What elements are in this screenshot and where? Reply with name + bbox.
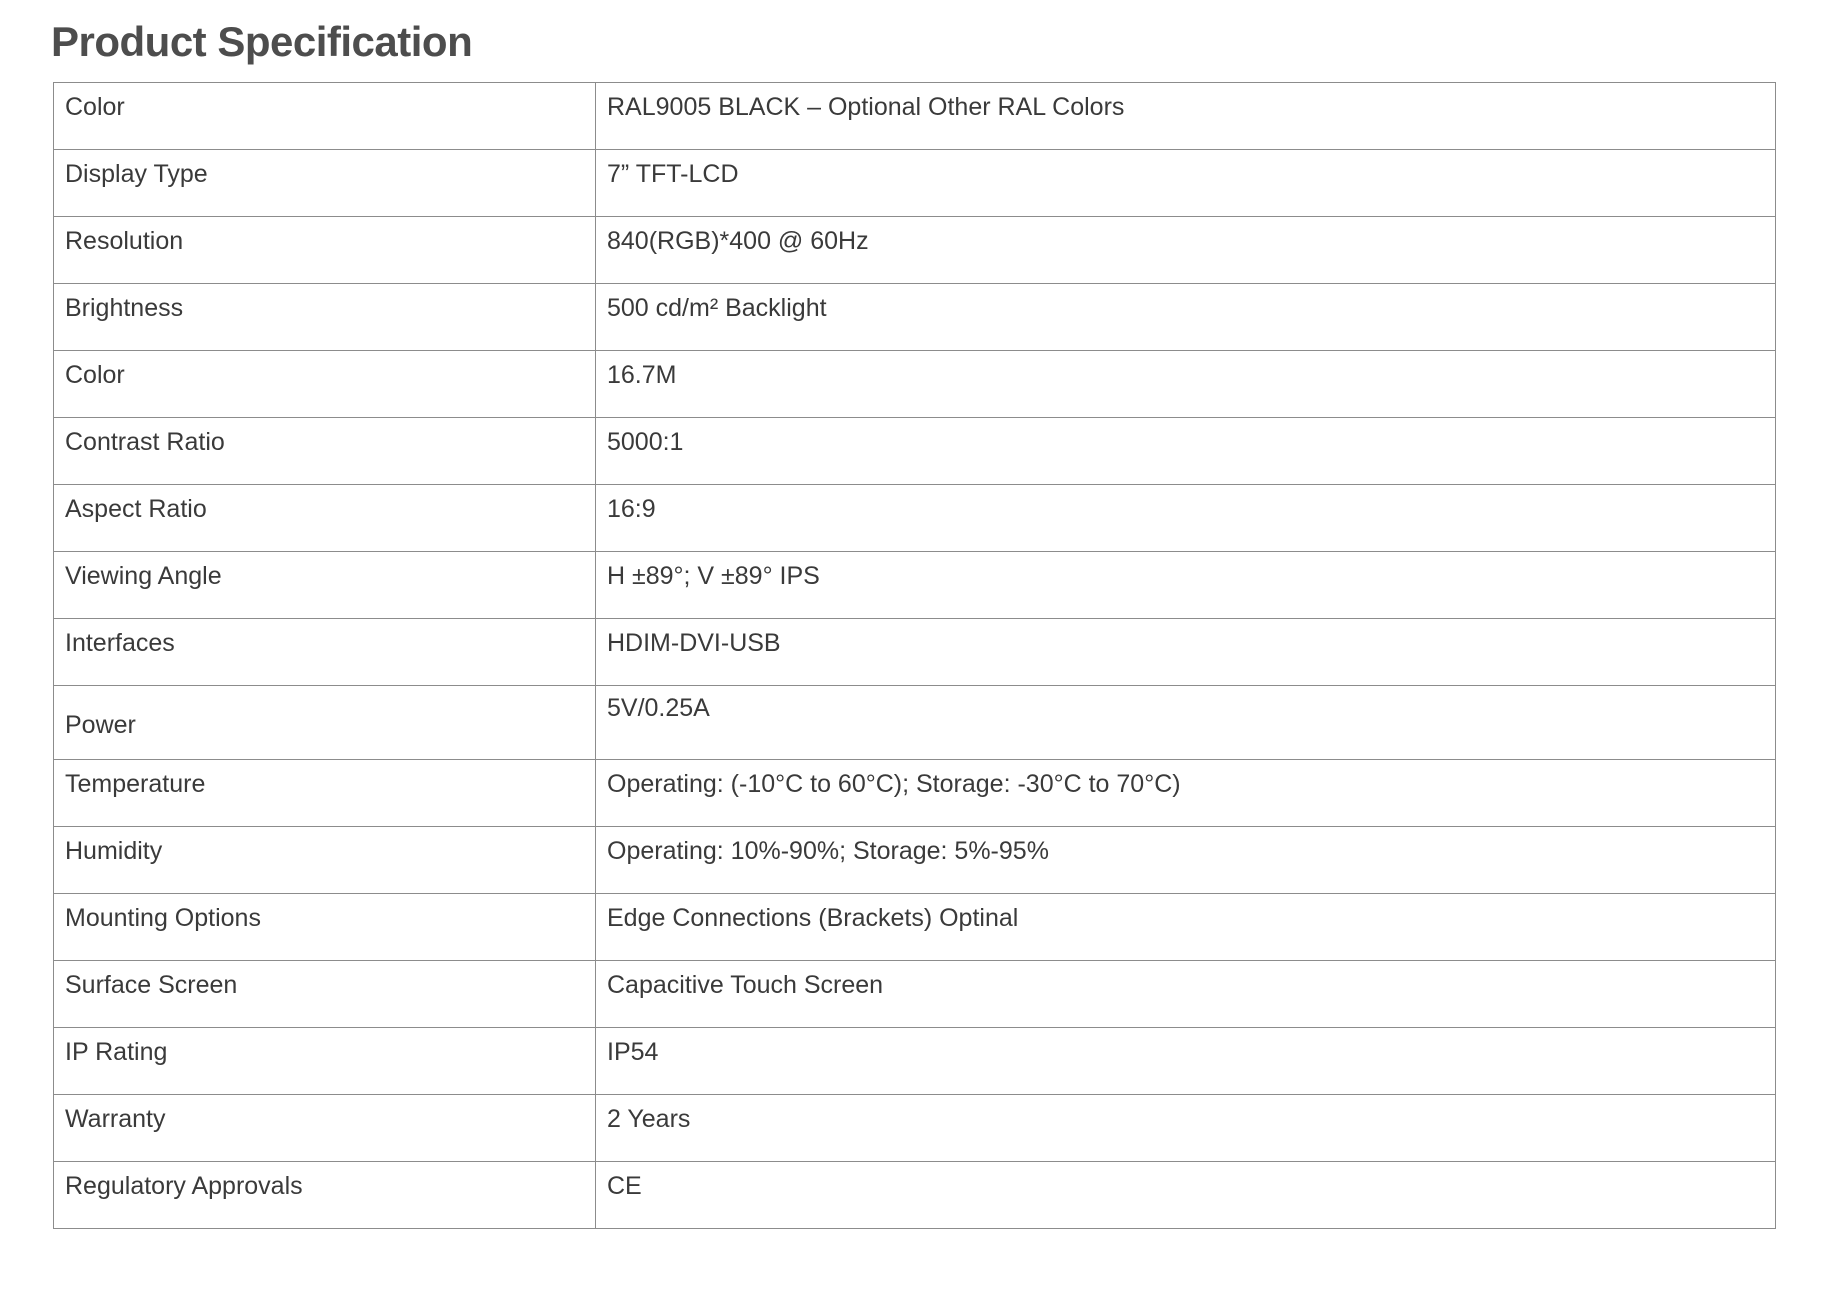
spec-label: IP Rating xyxy=(54,1028,596,1095)
table-row xyxy=(54,485,1776,552)
spec-label: Interfaces xyxy=(54,619,596,686)
spec-label: Brightness xyxy=(54,284,596,351)
spec-value: IP54 xyxy=(596,1028,1776,1095)
spec-value: 7” TFT-LCD xyxy=(596,150,1776,217)
table-row xyxy=(54,150,1776,217)
spec-value: Operating: 10%-90%; Storage: 5%-95% xyxy=(596,827,1776,894)
table-row xyxy=(54,418,1776,485)
spec-label: Temperature xyxy=(54,760,596,827)
spec-value: 840(RGB)*400 @ 60Hz xyxy=(596,217,1776,284)
spec-label: Aspect Ratio xyxy=(54,485,596,552)
spec-value: 2 Years xyxy=(596,1095,1776,1162)
spec-label: Warranty xyxy=(54,1095,596,1162)
table-row xyxy=(54,1028,1776,1095)
table-row xyxy=(54,961,1776,1028)
spec-value: RAL9005 BLACK – Optional Other RAL Colors xyxy=(596,83,1776,150)
spec-label: Power xyxy=(54,686,596,760)
spec-value: 5000:1 xyxy=(596,418,1776,485)
spec-value: 16:9 xyxy=(596,485,1776,552)
table-row xyxy=(54,1095,1776,1162)
spec-label: Humidity xyxy=(54,827,596,894)
spec-label: Regulatory Approvals xyxy=(54,1162,596,1229)
table-row xyxy=(54,284,1776,351)
spec-value: 5V/0.25A xyxy=(596,686,1776,760)
table-row xyxy=(54,760,1776,827)
spec-label: Mounting Options xyxy=(54,894,596,961)
table-row xyxy=(54,827,1776,894)
spec-value: 16.7M xyxy=(596,351,1776,418)
spec-label: Viewing Angle xyxy=(54,552,596,619)
table-row xyxy=(54,686,1776,760)
page-title: Product Specification xyxy=(51,18,473,65)
spec-value: CE xyxy=(596,1162,1776,1229)
table-row xyxy=(54,894,1776,961)
spec-label: Display Type xyxy=(54,150,596,217)
spec-label: Resolution xyxy=(54,217,596,284)
table-row xyxy=(54,83,1776,150)
spec-label: Contrast Ratio xyxy=(54,418,596,485)
spec-value: Edge Connections (Brackets) Optinal xyxy=(596,894,1776,961)
spec-value: 500 cd/m² Backlight xyxy=(596,284,1776,351)
table-row xyxy=(54,619,1776,686)
table-row xyxy=(54,552,1776,619)
table-row xyxy=(54,217,1776,284)
spec-value: Operating: (-10°C to 60°C); Storage: -30°C to 70°C) xyxy=(596,760,1776,827)
spec-label: Color xyxy=(54,83,596,150)
table-row xyxy=(54,1162,1776,1229)
spec-label: Surface Screen xyxy=(54,961,596,1028)
spec-value: HDIM-DVI-USB xyxy=(596,619,1776,686)
spec-value: Capacitive Touch Screen xyxy=(596,961,1776,1028)
spec-value: H ±89°; V ±89° IPS xyxy=(596,552,1776,619)
table-row xyxy=(54,351,1776,418)
spec-label: Color xyxy=(54,351,596,418)
spec-table xyxy=(53,82,1776,1229)
